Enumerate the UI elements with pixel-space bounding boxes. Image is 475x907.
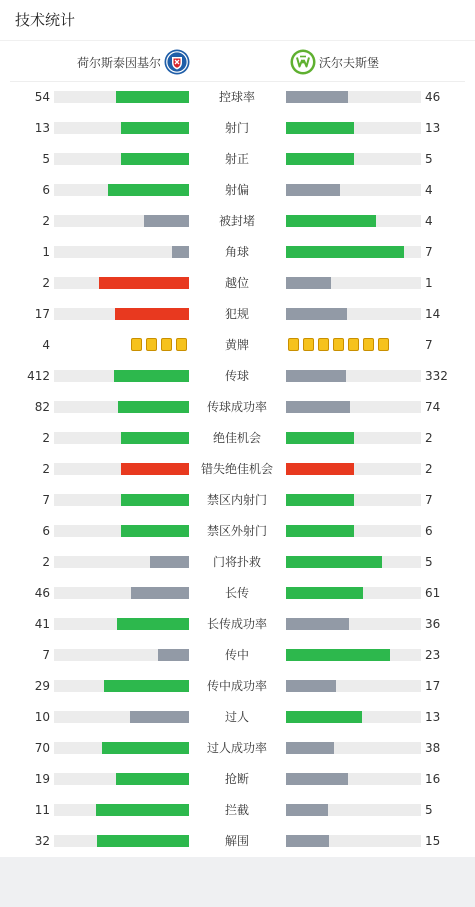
stat-row <box>0 428 475 448</box>
home-bar-fill <box>118 401 189 413</box>
stat-row <box>0 645 475 665</box>
home-value: 7 <box>42 648 50 662</box>
away-value: 74 <box>425 400 441 414</box>
away-bar-fill <box>286 556 382 568</box>
home-value: 54 <box>34 90 50 104</box>
away-value: 5 <box>425 152 433 166</box>
home-bar-track <box>54 742 189 754</box>
home-bar-track <box>54 370 189 382</box>
away-value: 46 <box>425 90 441 104</box>
home-bar-fill <box>121 463 189 475</box>
stat-label: 被封堵 <box>218 214 255 228</box>
yellow-card-icon <box>176 338 187 351</box>
away-bar-track <box>286 308 421 320</box>
home-bar-track <box>54 277 189 289</box>
away-bar-track <box>286 556 421 568</box>
away-bar-fill <box>286 91 348 103</box>
away-bar-track <box>286 649 421 661</box>
away-bar-track <box>286 680 421 692</box>
home-bar-fill <box>104 680 189 692</box>
stat-label: 射偏 <box>224 183 249 197</box>
stat-row <box>0 583 475 603</box>
away-bar-fill <box>286 370 346 382</box>
yellow-card-icon <box>161 338 172 351</box>
away-bar-fill <box>286 246 404 258</box>
away-bar-track <box>286 215 421 227</box>
stat-label: 长传成功率 <box>206 617 267 631</box>
home-bar-track <box>54 122 189 134</box>
home-bar-fill <box>117 618 189 630</box>
away-value: 4 <box>425 183 433 197</box>
yellow-card-icon <box>348 338 359 351</box>
away-value: 2 <box>425 462 433 476</box>
home-bar-track <box>54 432 189 444</box>
home-bar-fill <box>116 91 189 103</box>
home-bar-fill <box>172 246 189 258</box>
home-value: 6 <box>42 183 50 197</box>
home-value: 82 <box>34 400 50 414</box>
away-bar-fill <box>286 215 376 227</box>
stat-label: 越位 <box>224 276 249 290</box>
home-bar-fill <box>121 525 189 537</box>
home-bar-track <box>54 804 189 816</box>
away-value: 13 <box>425 121 441 135</box>
stat-row <box>0 614 475 634</box>
stat-label: 传中 <box>224 648 249 662</box>
away-value: 15 <box>425 834 441 848</box>
away-bar-fill <box>286 463 354 475</box>
home-value: 2 <box>42 276 50 290</box>
stat-row <box>0 304 475 324</box>
away-bar-fill <box>286 804 328 816</box>
away-bar-fill <box>286 308 347 320</box>
home-bar-track <box>54 215 189 227</box>
away-bar-fill <box>286 835 329 847</box>
stat-label: 射正 <box>224 152 249 166</box>
home-bar-track <box>54 246 189 258</box>
away-value: 61 <box>425 586 441 600</box>
home-yellow-cards <box>129 338 189 352</box>
stat-label: 绝佳机会 <box>212 431 261 445</box>
home-bar-fill <box>121 432 189 444</box>
home-team[interactable] <box>77 48 190 76</box>
away-bar-fill <box>286 153 354 165</box>
away-value: 14 <box>425 307 441 321</box>
away-value: 17 <box>425 679 441 693</box>
stat-label: 错失绝佳机会 <box>200 462 273 476</box>
home-bar-fill <box>130 711 189 723</box>
home-bar-track <box>54 463 189 475</box>
away-bar-fill <box>286 494 354 506</box>
stat-row <box>0 459 475 479</box>
home-bar-fill <box>97 835 189 847</box>
home-bar-track <box>54 153 189 165</box>
away-bar-track <box>286 742 421 754</box>
home-bar-track <box>54 835 189 847</box>
stat-label: 门将扑救 <box>212 555 261 569</box>
title-divider <box>0 40 475 41</box>
home-value: 17 <box>34 307 50 321</box>
home-bar-fill <box>102 742 189 754</box>
stat-row <box>0 211 475 231</box>
home-value: 4 <box>42 338 50 352</box>
home-bar-track <box>54 649 189 661</box>
away-bar-fill <box>286 277 331 289</box>
stat-row <box>0 273 475 293</box>
stat-row <box>0 118 475 138</box>
away-value: 6 <box>425 524 433 538</box>
away-bar-fill <box>286 711 362 723</box>
away-yellow-cards <box>286 338 391 352</box>
away-bar-fill <box>286 122 354 134</box>
yellow-card-icon <box>318 338 329 351</box>
yellow-card-icon <box>288 338 299 351</box>
stat-row <box>0 180 475 200</box>
section-title: 技术统计 <box>15 11 76 29</box>
away-bar-fill <box>286 184 340 196</box>
away-value: 5 <box>425 803 433 817</box>
away-bar-track <box>286 835 421 847</box>
home-bar-fill <box>115 308 189 320</box>
away-value: 332 <box>425 369 448 383</box>
stat-row <box>0 397 475 417</box>
stat-label: 过人 <box>224 710 249 724</box>
away-bar-fill <box>286 587 363 599</box>
home-bar-fill <box>131 587 189 599</box>
home-bar-track <box>54 525 189 537</box>
home-value: 1 <box>42 245 50 259</box>
stat-label: 传球 <box>224 369 249 383</box>
home-bar-fill <box>121 153 189 165</box>
stat-label: 拦截 <box>224 803 249 817</box>
teams-divider <box>10 81 465 82</box>
away-value: 7 <box>425 245 433 259</box>
home-value: 2 <box>42 555 50 569</box>
away-bar-track <box>286 804 421 816</box>
away-value: 16 <box>425 772 441 786</box>
away-bar-fill <box>286 401 350 413</box>
stat-row <box>0 769 475 789</box>
stat-row <box>0 149 475 169</box>
away-value: 38 <box>425 741 441 755</box>
stat-label: 传中成功率 <box>206 679 267 693</box>
away-value: 5 <box>425 555 433 569</box>
stat-label: 禁区外射门 <box>206 524 267 538</box>
away-bar-track <box>286 494 421 506</box>
home-value: 29 <box>34 679 50 693</box>
home-bar-fill <box>116 773 189 785</box>
away-value: 23 <box>425 648 441 662</box>
away-bar-track <box>286 773 421 785</box>
away-bar-track <box>286 587 421 599</box>
yellow-card-icon <box>378 338 389 351</box>
stat-row <box>0 831 475 851</box>
stat-row <box>0 87 475 107</box>
away-bar-track <box>286 246 421 258</box>
away-bar-track <box>286 711 421 723</box>
home-value: 70 <box>34 741 50 755</box>
home-value: 6 <box>42 524 50 538</box>
away-team[interactable] <box>290 48 379 76</box>
wolfsburg-crest-icon <box>290 49 316 75</box>
home-bar-track <box>54 773 189 785</box>
away-bar-fill <box>286 773 348 785</box>
away-bar-fill <box>286 680 336 692</box>
home-value: 2 <box>42 431 50 445</box>
away-bar-track <box>286 153 421 165</box>
stat-label: 抢断 <box>224 772 249 786</box>
home-value: 46 <box>34 586 50 600</box>
away-bar-track <box>286 463 421 475</box>
home-team-name: 荷尔斯泰因基尔 <box>76 55 161 70</box>
stat-label: 控球率 <box>218 90 255 104</box>
stat-row <box>0 335 475 355</box>
home-bar-track <box>54 680 189 692</box>
home-bar-fill <box>144 215 189 227</box>
away-bar-track <box>286 370 421 382</box>
home-value: 41 <box>34 617 50 631</box>
home-bar-track <box>54 711 189 723</box>
stat-row <box>0 490 475 510</box>
yellow-card-icon <box>363 338 374 351</box>
home-value: 412 <box>27 369 50 383</box>
home-bar-fill <box>150 556 189 568</box>
away-bar-track <box>286 91 421 103</box>
away-value: 1 <box>425 276 433 290</box>
home-bar-track <box>54 618 189 630</box>
stat-label: 犯规 <box>224 307 249 321</box>
home-bar-track <box>54 556 189 568</box>
home-bar-fill <box>114 370 189 382</box>
away-value: 4 <box>425 214 433 228</box>
home-bar-track <box>54 587 189 599</box>
away-team-name: 沃尔夫斯堡 <box>319 55 380 70</box>
home-value: 2 <box>42 214 50 228</box>
away-bar-track <box>286 525 421 537</box>
yellow-card-icon <box>146 338 157 351</box>
stat-label: 黄牌 <box>224 338 249 352</box>
home-bar-fill <box>158 649 189 661</box>
stat-row <box>0 521 475 541</box>
yellow-card-icon <box>131 338 142 351</box>
away-bar-track <box>286 184 421 196</box>
stat-label: 解围 <box>224 834 249 848</box>
home-bar-track <box>54 401 189 413</box>
stat-row <box>0 242 475 262</box>
home-bar-fill <box>121 494 189 506</box>
away-value: 7 <box>425 493 433 507</box>
stat-label: 传球成功率 <box>206 400 267 414</box>
away-bar-track <box>286 277 421 289</box>
stat-row <box>0 707 475 727</box>
away-bar-fill <box>286 525 354 537</box>
home-bar-track <box>54 494 189 506</box>
yellow-card-icon <box>333 338 344 351</box>
stat-label: 长传 <box>224 586 249 600</box>
home-bar-fill <box>121 122 189 134</box>
stat-label: 过人成功率 <box>206 741 267 755</box>
away-bar-track <box>286 432 421 444</box>
stat-row <box>0 552 475 572</box>
away-bar-fill <box>286 649 390 661</box>
home-bar-track <box>54 184 189 196</box>
away-bar-fill <box>286 618 349 630</box>
stat-label: 射门 <box>224 121 249 135</box>
stat-label: 禁区内射门 <box>206 493 267 507</box>
away-value: 7 <box>425 338 433 352</box>
away-bar-fill <box>286 432 354 444</box>
stat-row <box>0 738 475 758</box>
home-value: 2 <box>42 462 50 476</box>
stat-row <box>0 366 475 386</box>
home-value: 32 <box>34 834 50 848</box>
home-value: 11 <box>34 803 50 817</box>
stat-label: 角球 <box>224 245 249 259</box>
home-bar-track <box>54 91 189 103</box>
home-value: 5 <box>42 152 50 166</box>
away-bar-track <box>286 401 421 413</box>
stat-row <box>0 676 475 696</box>
away-value: 36 <box>425 617 441 631</box>
home-bar-fill <box>96 804 189 816</box>
yellow-card-icon <box>303 338 314 351</box>
home-bar-track <box>54 308 189 320</box>
away-value: 13 <box>425 710 441 724</box>
away-value: 2 <box>425 431 433 445</box>
away-bar-track <box>286 122 421 134</box>
home-value: 13 <box>34 121 50 135</box>
home-value: 19 <box>34 772 50 786</box>
holstein-kiel-crest-icon <box>164 49 190 75</box>
home-value: 10 <box>34 710 50 724</box>
home-value: 7 <box>42 493 50 507</box>
away-bar-track <box>286 618 421 630</box>
home-bar-fill <box>108 184 189 196</box>
stat-row <box>0 800 475 820</box>
away-bar-fill <box>286 742 334 754</box>
home-bar-fill <box>99 277 189 289</box>
